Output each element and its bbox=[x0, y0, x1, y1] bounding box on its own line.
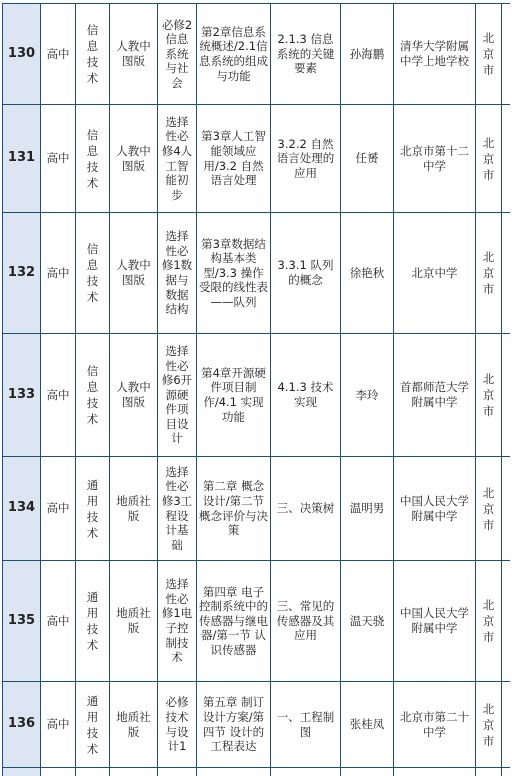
chapter: 第二章 概念设计/第二节 概念评价与决策 bbox=[197, 457, 271, 560]
table-row bbox=[2, 105, 510, 213]
section: 三、常见的传感器及其应用 bbox=[271, 561, 341, 681]
cell-partial bbox=[158, 768, 197, 776]
subject bbox=[76, 105, 110, 212]
chapter: 第2章信息系统概述/2.1信息系统的组成与功能 bbox=[197, 4, 271, 104]
school: 北京市第十二中学 bbox=[394, 105, 476, 212]
teacher: 任赟 bbox=[341, 105, 394, 212]
chapter: 第3章数据结构基本类型/3.3 操作受限的线性表——队列 bbox=[197, 213, 271, 333]
section: 3.3.1 队列的概念 bbox=[271, 213, 341, 333]
table-row bbox=[2, 4, 510, 105]
section: 4.1.3 技术实现 bbox=[271, 334, 341, 456]
school: 中国人民大学附属中学 bbox=[394, 561, 476, 681]
school: 清华大学附属中学上地学校 bbox=[394, 4, 476, 104]
city bbox=[476, 334, 502, 456]
row-number-partial bbox=[2, 768, 41, 776]
row-number: 136 bbox=[2, 682, 41, 767]
cell-partial bbox=[76, 768, 110, 776]
cell-partial bbox=[41, 768, 76, 776]
subject bbox=[76, 213, 110, 333]
teacher: 温天骁 bbox=[341, 561, 394, 681]
chapter: 第四章 电子控制系统中的传感器与继电器/第一节 认识传感器 bbox=[197, 561, 271, 681]
table-row bbox=[2, 682, 510, 768]
table-row bbox=[2, 561, 510, 682]
row-number: 131 bbox=[2, 105, 41, 212]
chapter: 第3章人工智能领域应用/3.2 自然语言处理 bbox=[197, 105, 271, 212]
table-row bbox=[2, 213, 510, 334]
school: 首都师范大学附属中学 bbox=[394, 334, 476, 456]
textbook-volume: 选择性必修3工程设计基础 bbox=[158, 457, 197, 560]
section: 2.1.3 信息系统的关键要素 bbox=[271, 4, 341, 104]
city bbox=[476, 457, 502, 560]
school-level: 高中 bbox=[41, 682, 76, 767]
table-row bbox=[2, 457, 510, 561]
city bbox=[476, 4, 502, 104]
subject-text: 通用技术 bbox=[86, 693, 99, 756]
teacher: 徐艳秋 bbox=[341, 213, 394, 333]
chapter: 第五章 制订设计方案/第四节 设计的工程表达 bbox=[197, 682, 271, 767]
city bbox=[476, 213, 502, 333]
subject-text: 信息技术 bbox=[86, 242, 99, 304]
cell-partial bbox=[197, 768, 271, 776]
school-level: 高中 bbox=[41, 457, 76, 560]
subject-text: 信息技术 bbox=[86, 127, 99, 190]
school-level: 高中 bbox=[41, 561, 76, 681]
city bbox=[476, 682, 502, 767]
subject bbox=[76, 4, 110, 104]
city-text: 北京市 bbox=[482, 372, 495, 418]
teacher: 张桂凤 bbox=[341, 682, 394, 767]
school-level: 高中 bbox=[41, 334, 76, 456]
row-number: 134 bbox=[2, 457, 41, 560]
textbook-edition: 地质社版 bbox=[110, 457, 158, 560]
subject bbox=[76, 457, 110, 560]
textbook-volume: 选择性必修1电子控制技术 bbox=[158, 561, 197, 681]
course-table bbox=[2, 0, 510, 776]
row-number: 132 bbox=[2, 213, 41, 333]
section: 3.2.2 自然语言处理的应用 bbox=[271, 105, 341, 212]
textbook-volume: 选择性必修4人工智能初步 bbox=[158, 105, 197, 212]
city bbox=[476, 105, 502, 212]
city-text: 北京市 bbox=[482, 250, 495, 296]
school-level: 高中 bbox=[41, 4, 76, 104]
textbook-edition: 人教中图版 bbox=[110, 334, 158, 456]
subject-text: 通用技术 bbox=[86, 477, 99, 540]
school-level: 高中 bbox=[41, 105, 76, 212]
school: 中国人民大学附属中学 bbox=[394, 457, 476, 560]
table-row-partial bbox=[2, 768, 510, 776]
subject-text: 信息技术 bbox=[86, 364, 99, 426]
chapter: 第4章开源硬件项目制作/4.1 实现功能 bbox=[197, 334, 271, 456]
cell-partial bbox=[341, 768, 394, 776]
city-text: 北京市 bbox=[482, 598, 495, 644]
city bbox=[476, 561, 502, 681]
textbook-volume: 必修2信息系统与社会 bbox=[158, 4, 197, 104]
textbook-edition: 地质社版 bbox=[110, 682, 158, 767]
row-number: 135 bbox=[2, 561, 41, 681]
row-number: 133 bbox=[2, 334, 41, 456]
row-number: 130 bbox=[2, 4, 41, 104]
school: 北京中学 bbox=[394, 213, 476, 333]
cell-partial bbox=[476, 768, 502, 776]
cell-partial bbox=[271, 768, 341, 776]
section: 三、决策树 bbox=[271, 457, 341, 560]
city-text: 北京市 bbox=[482, 701, 495, 748]
subject-text: 信息技术 bbox=[86, 23, 99, 85]
teacher: 孙海鹏 bbox=[341, 4, 394, 104]
school: 北京市第二十中学 bbox=[394, 682, 476, 767]
cell-partial bbox=[394, 768, 476, 776]
textbook-edition: 人教中图版 bbox=[110, 4, 158, 104]
textbook-edition: 地质社版 bbox=[110, 561, 158, 681]
textbook-volume: 选择性必修6开源硬件项目设计 bbox=[158, 334, 197, 456]
section: 一、工程制图 bbox=[271, 682, 341, 767]
textbook-volume: 必修技术与设计1 bbox=[158, 682, 197, 767]
subject-text: 通用技术 bbox=[86, 590, 99, 652]
city-text: 北京市 bbox=[482, 31, 495, 77]
subject bbox=[76, 334, 110, 456]
subject bbox=[76, 682, 110, 767]
table-row bbox=[2, 334, 510, 457]
teacher: 李玲 bbox=[341, 334, 394, 456]
city-text: 北京市 bbox=[482, 135, 495, 182]
teacher: 温明男 bbox=[341, 457, 394, 560]
city-text: 北京市 bbox=[482, 485, 495, 532]
textbook-volume: 选择性必修1数据与数据结构 bbox=[158, 213, 197, 333]
textbook-edition: 人教中图版 bbox=[110, 105, 158, 212]
subject bbox=[76, 561, 110, 681]
school-level: 高中 bbox=[41, 213, 76, 333]
textbook-edition: 人教中图版 bbox=[110, 213, 158, 333]
cell-partial bbox=[110, 768, 158, 776]
